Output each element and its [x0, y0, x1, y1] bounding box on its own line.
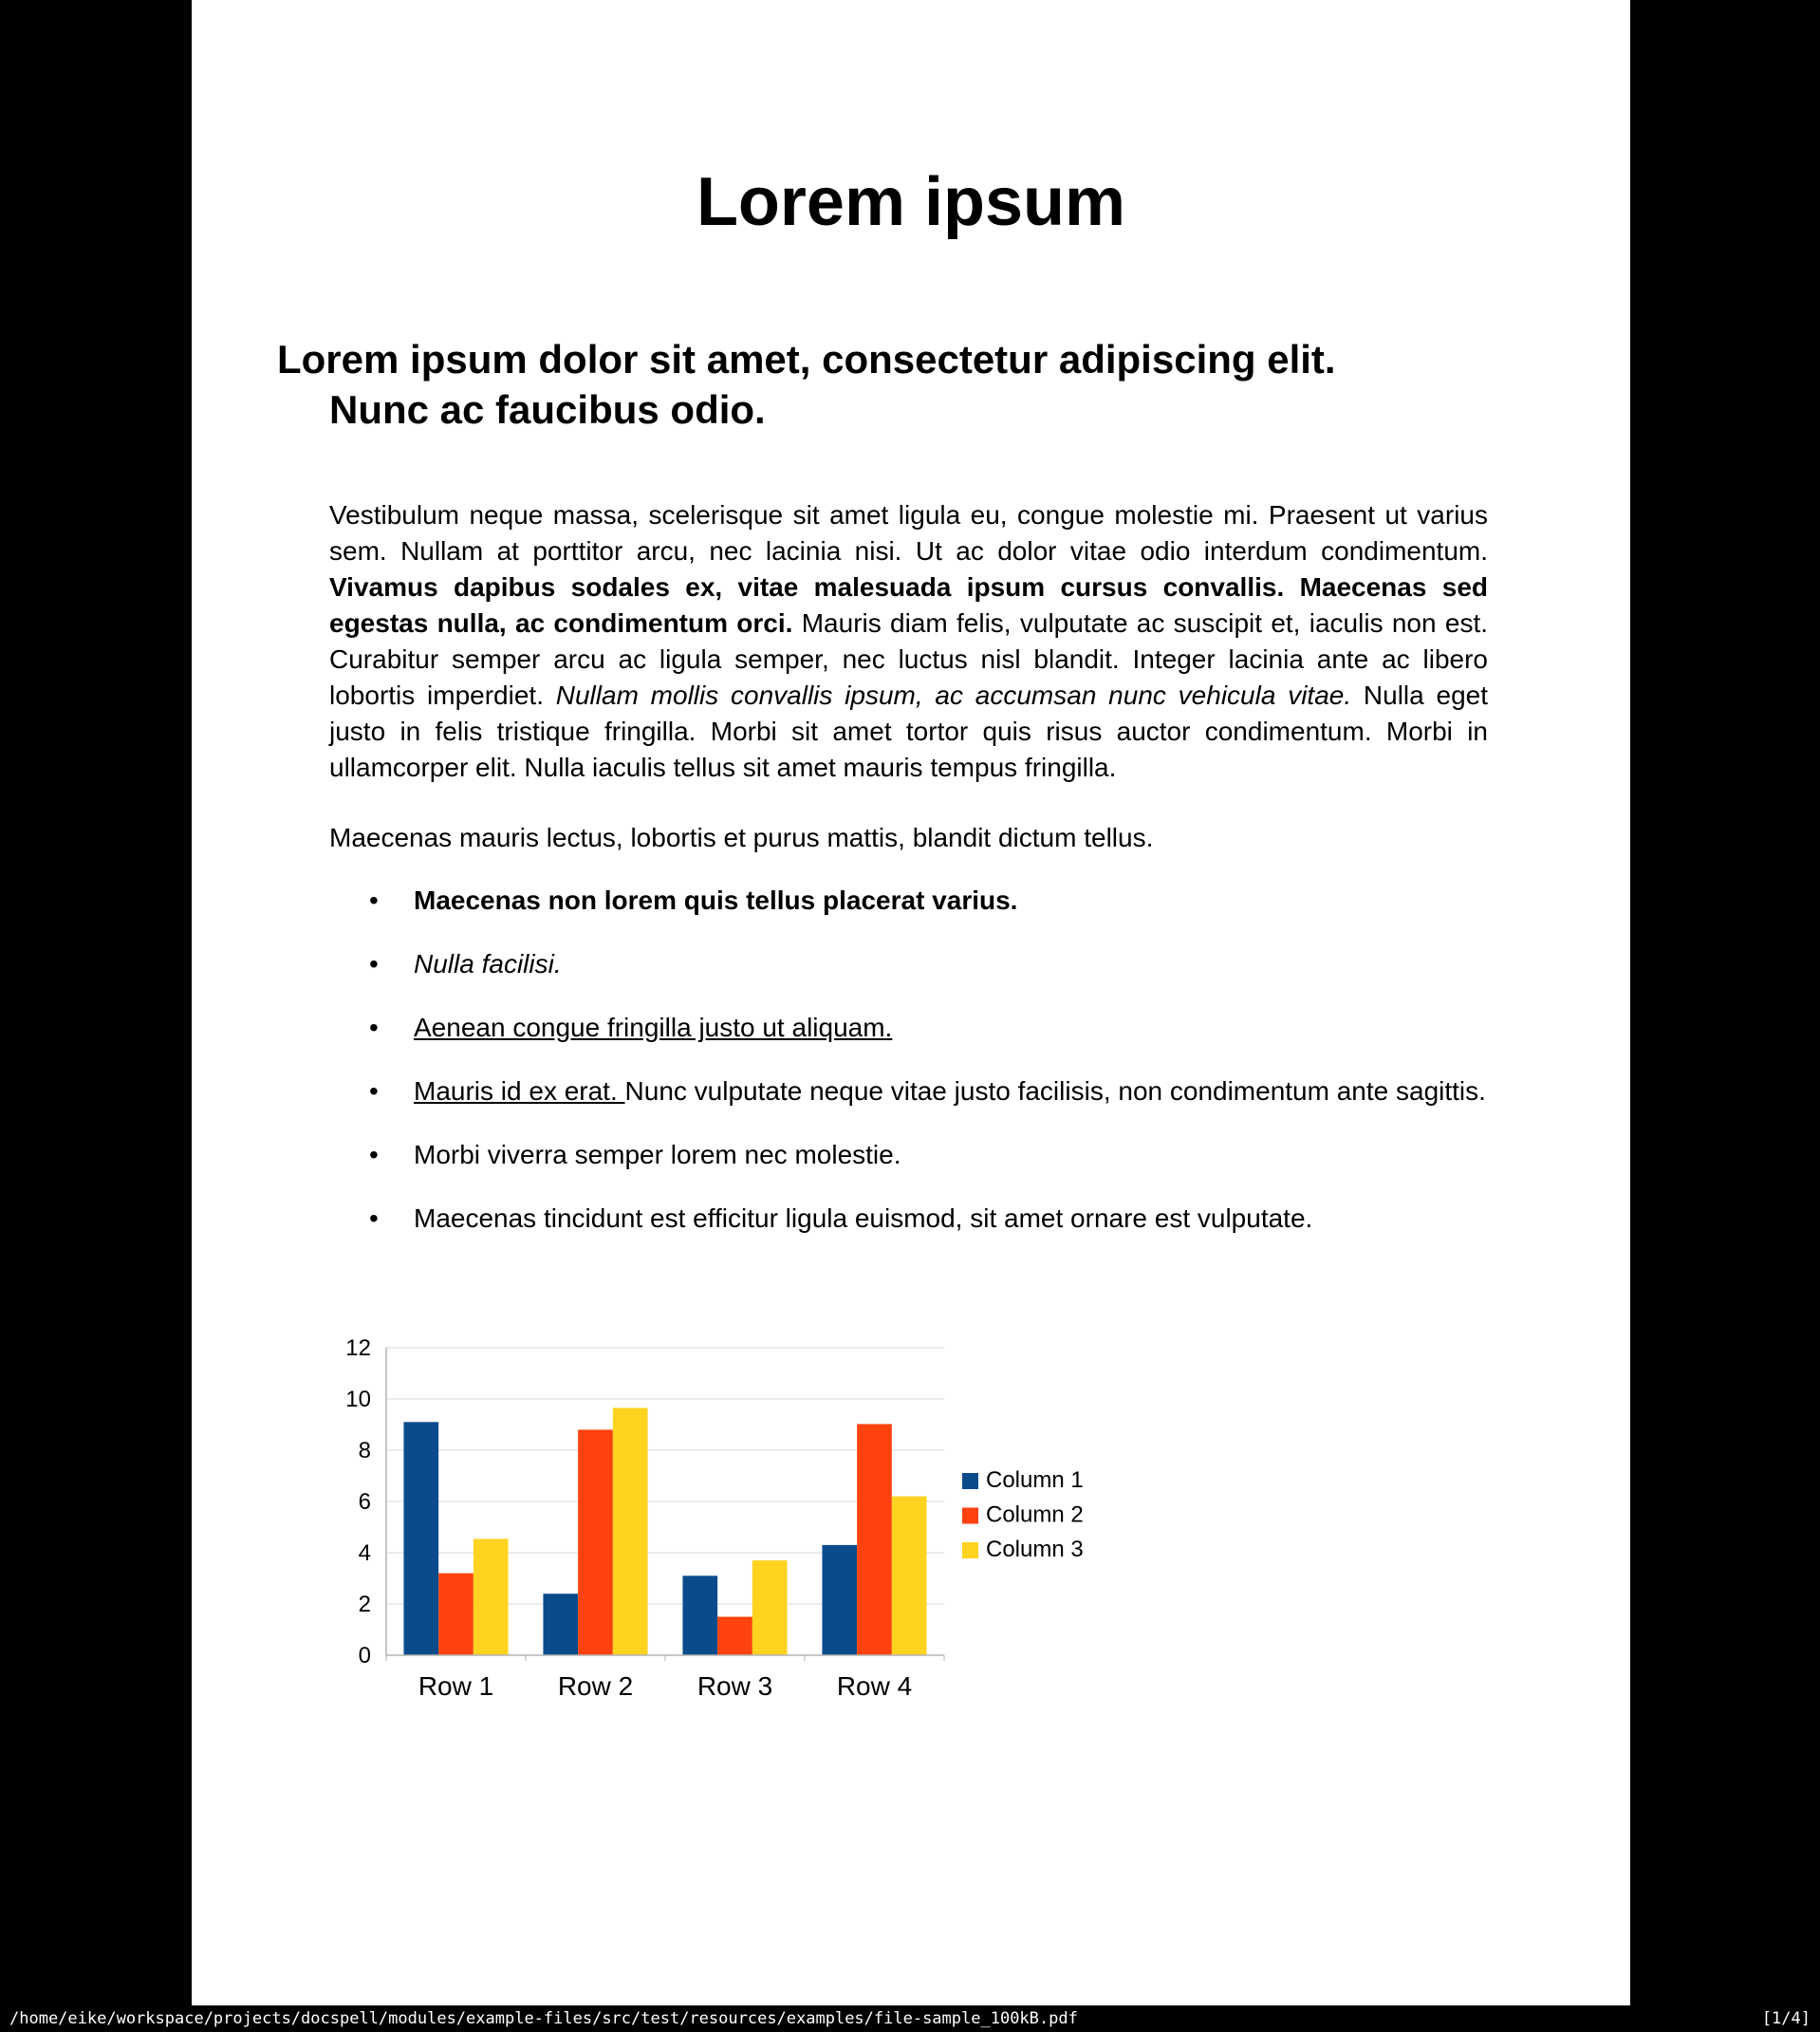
bullet-marker: • — [369, 1140, 379, 1169]
bullet-marker: • — [369, 886, 379, 915]
body-paragraph-1 — [329, 497, 1488, 786]
list-item — [329, 946, 1535, 982]
legend-swatch — [962, 1473, 978, 1489]
chart-tick-label: 0 — [358, 1643, 371, 1668]
legend-swatch — [962, 1508, 978, 1524]
chart-tick-label: 12 — [345, 1335, 371, 1361]
bullet-marker: • — [369, 949, 379, 979]
document-heading: Lorem ipsum dolor sit amet, consectetur adipiscing elit. Nunc ac faucibus odio. — [277, 337, 1336, 432]
chart-bar — [682, 1575, 717, 1655]
chart-category-label: Row 4 — [836, 1671, 913, 1701]
bullet-marker: • — [369, 1203, 379, 1233]
chart-bar — [613, 1407, 648, 1655]
chart-bar — [892, 1497, 927, 1655]
chart-bar — [403, 1422, 438, 1655]
page-indicator: [1/4] — [1761, 2009, 1811, 2028]
text-segment: Maecenas non lorem quis tellus placerat varius. — [414, 886, 1018, 915]
text-segment: Nulla facilisi. — [414, 949, 562, 979]
list-item — [329, 883, 1535, 919]
text-segment: Aenean congue fringilla justo ut aliquam. — [414, 1013, 893, 1042]
text-segment: Mauris id ex erat. — [414, 1076, 625, 1106]
list-item — [329, 1137, 1535, 1173]
chart-category-label: Row 3 — [696, 1671, 773, 1701]
legend-label: Column 2 — [986, 1501, 1084, 1528]
chart-bar — [822, 1545, 857, 1655]
chart-tick-label: 4 — [358, 1540, 371, 1566]
chart-tick-label: 10 — [345, 1387, 371, 1412]
chart-bar — [438, 1574, 474, 1655]
text-segment: Morbi viverra semper lorem nec molestie. — [414, 1140, 901, 1169]
legend-label: Column 1 — [986, 1467, 1084, 1493]
chart-tick-label: 8 — [358, 1438, 371, 1463]
text-segment: Nulla eget justo in felis tristique fringilla. Morbi sit amet tortor quis risus auctor condimentum. Morbi in ullamcorper elit. Nulla iaculis tellus sit amet mauris tempus fringilla. — [329, 680, 1488, 782]
chart-bar — [717, 1617, 752, 1656]
chart-category-label: Row 1 — [418, 1671, 494, 1701]
list-item — [329, 1010, 1535, 1046]
chart-tick-label: 6 — [358, 1489, 371, 1515]
legend-swatch — [962, 1542, 978, 1558]
bullet-list — [329, 883, 1535, 1237]
chart-bar — [543, 1594, 578, 1655]
text-segment: Vivamus dapibus sodales ex, vitae malesuada ipsum cursus convallis. Maecenas sed egestas nulla, ac condimentum orci. — [329, 572, 1488, 638]
chart-bar — [752, 1560, 788, 1655]
document-title: Lorem ipsum — [696, 164, 1126, 240]
text-segment: Maecenas tincidunt est efficitur ligula euismod, sit amet ornare est vulputate. — [414, 1203, 1313, 1233]
chart-bar — [474, 1538, 509, 1655]
chart-category-label: Row 2 — [557, 1671, 634, 1701]
document-page[interactable] — [192, 0, 1630, 2005]
text-segment: Nullam mollis convallis ipsum, ac accumsan nunc vehicula vitae. — [555, 680, 1364, 710]
list-item — [329, 1073, 1535, 1109]
chart-bar — [857, 1424, 892, 1655]
chart-tick-label: 2 — [358, 1592, 371, 1617]
text-segment: Vestibulum neque massa, scelerisque sit amet ligula eu, congue molestie mi. Praesent ut varius sem. Nullam at porttitor arcu, nec lacinia nisi. Ut ac dolor vitae odio interdum condimentum. — [329, 500, 1488, 566]
status-bar — [0, 2005, 1820, 2032]
file-path: /home/eike/workspace/projects/docspell/modules/example-files/src/test/resources/examples/file-sample_100kB.pdf — [9, 2009, 1078, 2028]
list-item — [329, 1201, 1535, 1237]
chart-bar — [578, 1429, 613, 1655]
bullet-marker: • — [369, 1076, 379, 1106]
text-segment: Mauris diam felis, vulputate ac suscipit et, iaculis non est. Curabitur semper arcu ac ligula semper, nec luctus nisl blandit. Integer lacinia ante ac libero lobortis imperdiet. — [329, 608, 1489, 710]
bar-chart — [325, 1319, 1311, 1727]
bullet-marker: • — [369, 1013, 379, 1042]
legend-label: Column 3 — [986, 1537, 1084, 1562]
body-paragraph-2: Maecenas mauris lectus, lobortis et purus mattis, blandit dictum tellus. — [329, 823, 1154, 852]
text-segment: Nunc vulputate neque vitae justo facilisis, non condimentum ante sagittis. — [624, 1076, 1486, 1106]
